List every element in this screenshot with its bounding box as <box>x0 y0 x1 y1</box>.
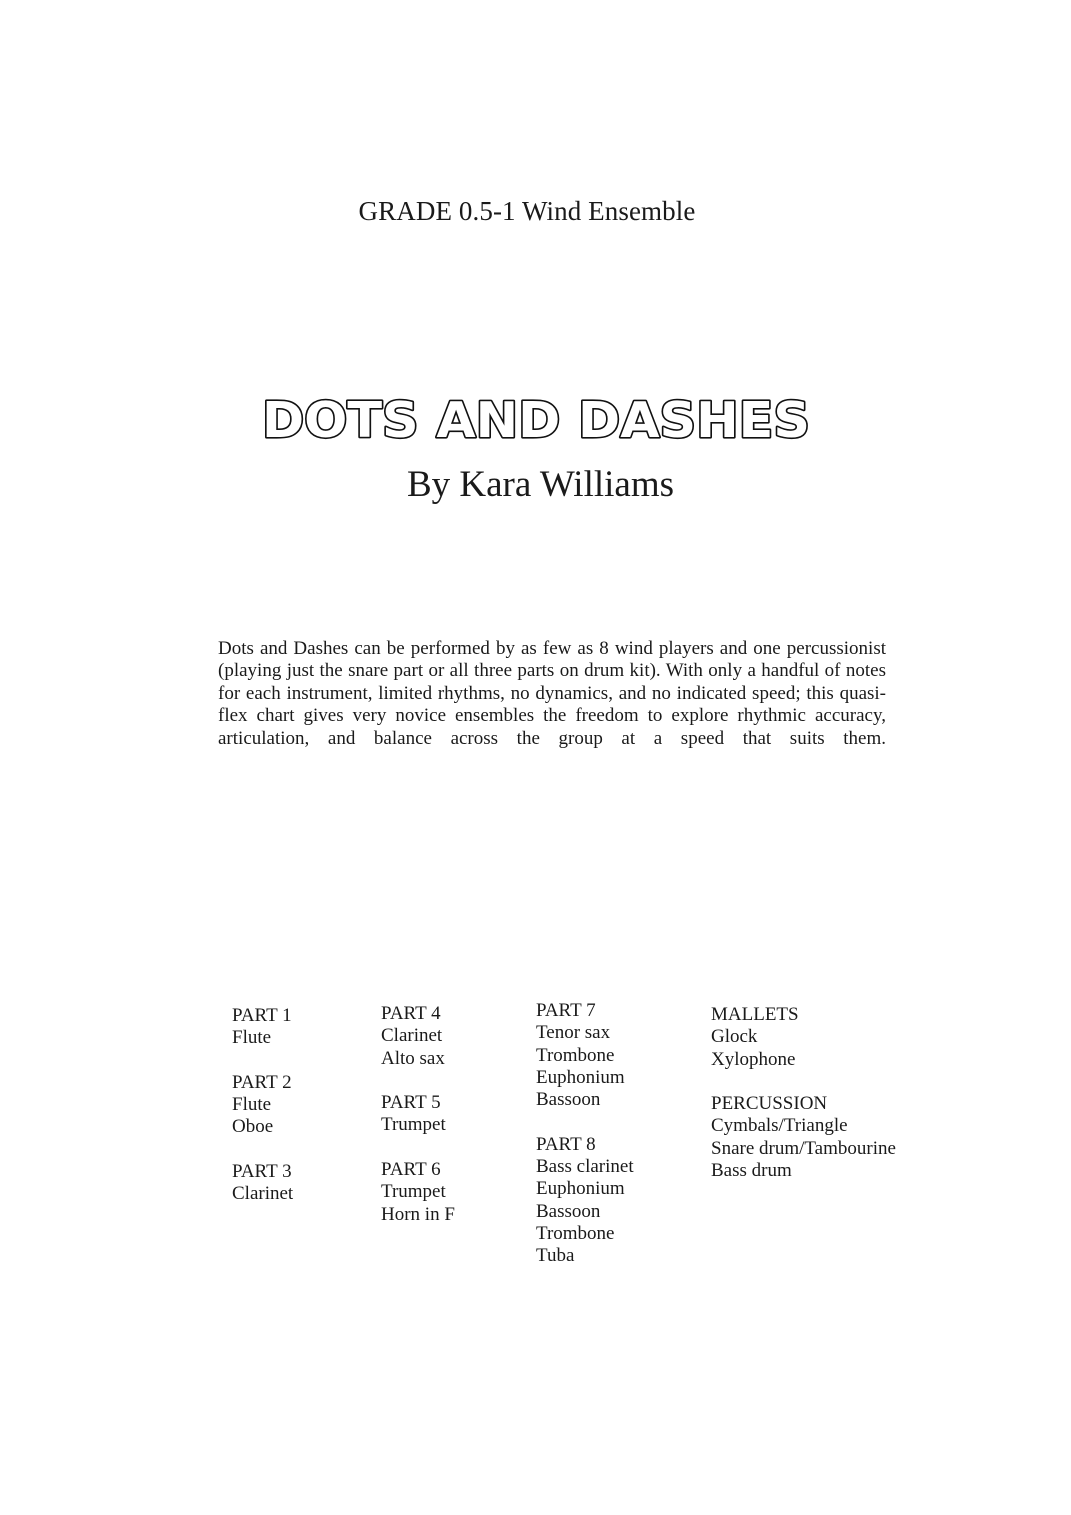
part-group <box>711 1093 896 1182</box>
part-heading: PART 6 <box>381 1159 441 1181</box>
part-instrument: Trombone <box>536 1044 615 1066</box>
part-heading: MALLETS <box>711 1004 799 1025</box>
part-heading: PART 8 <box>536 1133 596 1155</box>
part-group <box>232 1072 293 1139</box>
part-heading: PART 2 <box>232 1071 292 1093</box>
part-heading: PART 5 <box>381 1092 441 1114</box>
part-heading: PART 1 <box>232 1005 292 1026</box>
part-instrument: Tuba <box>536 1245 575 1267</box>
part-instrument: Euphonium <box>536 1178 625 1200</box>
part-heading: PART 4 <box>381 1003 441 1024</box>
part-instrument: Bassoon <box>536 1089 601 1111</box>
part-instrument: Snare drum/Tambourine <box>711 1137 896 1159</box>
part-instrument: Oboe <box>232 1116 274 1138</box>
part-group <box>536 1000 634 1111</box>
part-heading: PERCUSSION <box>711 1093 828 1115</box>
title-text: DOTS AND DASHES <box>262 392 810 449</box>
byline: By Kara Williams <box>406 464 675 505</box>
part-instrument: Flute <box>232 1094 272 1116</box>
part-instrument: Euphonium <box>536 1066 625 1088</box>
part-group <box>232 1005 293 1050</box>
part-group <box>381 1003 455 1070</box>
part-group <box>232 1161 293 1206</box>
part-instrument: Clarinet <box>232 1183 294 1205</box>
part-instrument: Trumpet <box>381 1181 446 1203</box>
part-instrument: Trumpet <box>381 1114 446 1136</box>
part-instrument: Bass drum <box>711 1160 792 1182</box>
description-paragraph: Dots and Dashes can be performed by as few as 8 wind players and one percussionist (playing just the snare part or all three parts on drum kit). With only a handful of notes for each instrument, limited rhythms, no dynamics, and no indicated speed; this quasi-flex chart gives very novice ensembles the freedom to explore rhythmic accuracy, articulation, and balance across the group at a speed that suits them. <box>218 638 886 749</box>
grade-label: GRADE 0.5-1 Wind Ensemble <box>358 196 696 226</box>
part-group <box>536 1134 634 1268</box>
part-instrument: Clarinet <box>381 1025 443 1047</box>
part-instrument: Alto sax <box>381 1047 445 1069</box>
part-instrument: Cymbals/Triangle <box>711 1115 848 1137</box>
part-instrument: Xylophone <box>711 1048 796 1070</box>
parts-column-3 <box>536 1000 634 1290</box>
part-heading: PART 3 <box>232 1161 292 1183</box>
parts-column-2 <box>381 1003 455 1248</box>
part-heading: PART 7 <box>536 1000 596 1021</box>
part-group <box>381 1159 455 1226</box>
title-wordmark <box>262 391 812 449</box>
part-group <box>381 1092 455 1137</box>
part-instrument: Flute <box>232 1027 272 1049</box>
part-instrument: Bass clarinet <box>536 1156 634 1178</box>
part-instrument: Horn in F <box>381 1203 455 1225</box>
part-instrument: Glock <box>711 1026 758 1048</box>
part-instrument: Bassoon <box>536 1200 601 1222</box>
part-group <box>711 1004 896 1071</box>
part-instrument: Trombone <box>536 1222 615 1244</box>
parts-column-4 <box>711 1004 896 1205</box>
parts-column-1 <box>232 1005 293 1228</box>
part-instrument: Tenor sax <box>536 1022 611 1044</box>
